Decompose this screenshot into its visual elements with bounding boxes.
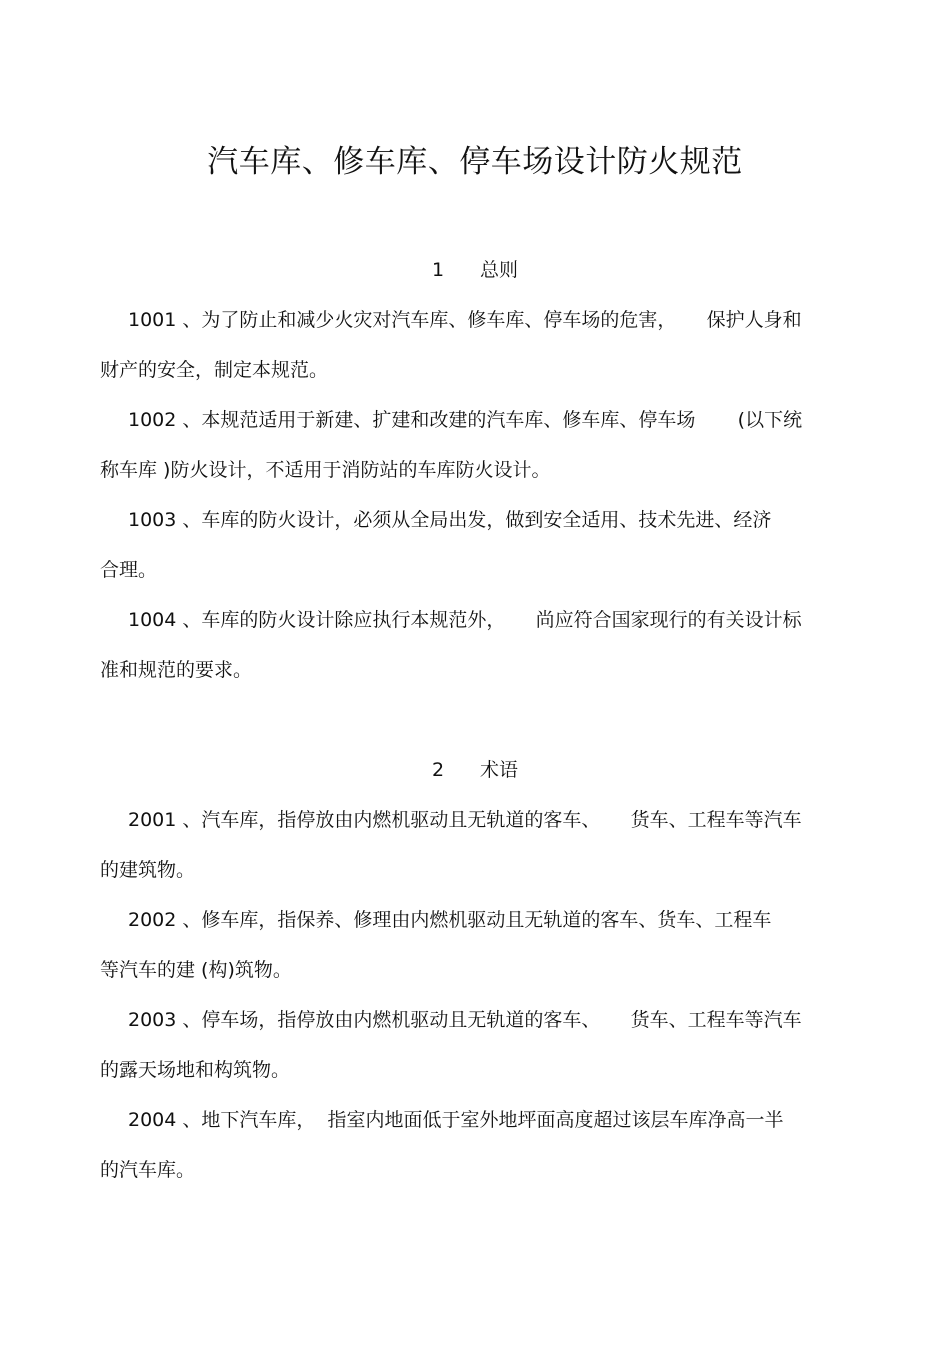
clause-2003-line-2: 的露天场地和构筑物。 [100, 1059, 291, 1081]
clause-2001-line-2: 的建筑物。 [100, 859, 196, 881]
clause-2002-line-2: 等汽车的建 (构)筑物。 [100, 959, 292, 981]
clause-1001-line-2: 财产的安全，制定本规范。 [100, 359, 329, 381]
clause-1002-line-2: 称车库 )防火设计，不适用于消防站的车库防火设计。 [100, 459, 551, 481]
section-title: 总则 [480, 259, 519, 281]
clause-2004-line-1: 2004 、地下汽车库， 指室内地面低于室外地坪面高度超过该层车库净高一半 [128, 1109, 784, 1131]
document-title: 汽车库、修车库、停车场设计防火规范 [207, 144, 743, 180]
section-heading-2 [0, 757, 950, 783]
clause-1003-line-2: 合理。 [100, 559, 158, 581]
section-heading-1 [0, 257, 950, 283]
section-title: 术语 [480, 759, 519, 781]
clause-1002-line-1: 1002 、本规范适用于新建、扩建和改建的汽车库、修车库、停车场 (以下统 [128, 409, 803, 431]
clause-1004-line-1: 1004 、车库的防火设计除应执行本规范外， 尚应符合国家现行的有关设计标 [128, 609, 802, 631]
clause-1001-line-1: 1001 、为了防止和减少火灾对汽车库、修车库、停车场的危害， 保护人身和 [128, 309, 802, 331]
clause-1004-line-2: 准和规范的要求。 [100, 659, 253, 681]
clause-2004-line-2: 的汽车库。 [100, 1159, 196, 1181]
clause-2002-line-1: 2002 、修车库，指保养、修理由内燃机驱动且无轨道的客车、货车、工程车 [128, 909, 772, 931]
section-number: 2 [431, 759, 445, 781]
clause-2003-line-1: 2003 、停车场，指停放由内燃机驱动且无轨道的客车、 货车、工程车等汽车 [128, 1009, 802, 1031]
section-number: 1 [431, 259, 445, 281]
clause-2001-line-1: 2001 、汽车库，指停放由内燃机驱动且无轨道的客车、 货车、工程车等汽车 [128, 809, 802, 831]
clause-1003-line-1: 1003 、车库的防火设计，必须从全局出发，做到安全适用、技术先进、经济 [128, 509, 772, 531]
